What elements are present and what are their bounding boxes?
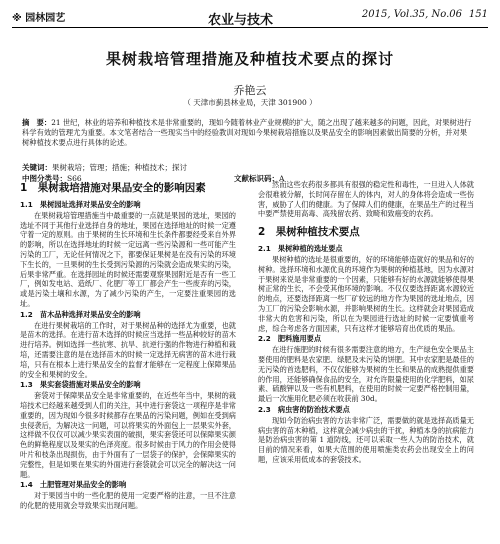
doc-label: 文献标识码： <box>234 173 279 183</box>
paragraph: 在果树栽培管理措施当中最重要的一点就是果园的选址，果园的选址不同于其他行业选择自身的地址，果园在选择地址的时候一定遵守着一定的原则。由于果树的生长环境和生长条件都要经受来自外界的影响，所以在选择地址的时候一定远离一些污染源和一些可能产生污染的工厂，无论任何情况之下，都要保证果树是在没有污染的环境下生长的，一旦果树的生长受到污染源的污染就会造成果实的污染，后果非常严重。在选择园址的时候还需要观察果园附近是否有一些工厂，例如发电站、造纸厂、化肥厂等工厂都会产生一些废弃的污染，或是污染土壤和水源，为了减少污染的产生，一定要注重果园的选址。 <box>20 210 236 308</box>
right-column <box>258 180 474 465</box>
subsection-heading: 1.1 果树园址选择对果品安全的影响 <box>20 200 141 209</box>
subsection-heading: 2.1 果树种植的选址要点 <box>258 244 343 254</box>
paragraph: 在进行果树栽培的工作时，对于果树品种的选择尤为重要，也就是苗木的选择。在进行苗木选择的时候应当选择一些品种较好的苗木进行培养。例如选择一些抗寒、抗旱、抗逆行强的作物进行种植和栽培，还需要注意的是在选择苗木的时候一定选择无病害的苗木进行栽培，只有在根本上进行果品安全的监督才能够在一定程度上保障果品的安全和果树的安全。 <box>20 320 236 379</box>
running-header <box>12 9 488 28</box>
keywords: 果树栽培；管理；措施；种植技术；探讨 <box>52 163 187 172</box>
page-number: 151 <box>468 9 488 20</box>
subsection-heading: 1.3 果实套袋措施对果品安全的影响 <box>20 380 141 390</box>
paragraph: 在进行施肥的时候有很多需要注意的地方，生产绿色安全果品主要使用的肥料是农家肥、绿肥及未污染的饼肥。其中农家肥是最佳的无污染的首选肥料，不仅仅能够为果树的生长和果品的成熟提供重要的作用，还能够确保食品的安全，对允许限量使用的化学肥料，如尿素、硫酸钾以及一些有机肥料，在使用的时候一定要严格控制用量，最后一次施用化肥必须在收获前 30d。 <box>258 345 474 404</box>
left-column <box>20 180 236 511</box>
paragraph: 现如今防治病虫害的方法非常广泛，需要做的就是选择高质量无病虫害的苗木种植，这样就会减少病虫的干扰，种植本身的抗病能力是防治病虫害的第 1 道防线，还可以采取一些人为的防治技术，就目前的情况来看，如果大范围的使用喷施类农药会出现安全上的问题，应该采用低成本的套袋技术。 <box>258 415 474 464</box>
keywords-line <box>22 163 472 174</box>
doc-code: A <box>279 173 285 183</box>
abstract-text: 21 世纪，林业的培养和种植技术是非常重要的，现如今随着林业产业规模的扩大，随之出现了越来越多的问题，因此，对果树进行科学有效的管理尤为重要。本文笔者结合一些现实当中的经验教训对现如今果树栽培措施以及果品安全的影响因素做出简要的分析，并对果树种植技术要点进行具体的论述。 <box>22 118 472 148</box>
subsection-heading: 1.2 苗木品种选择对果品安全的影响 <box>20 309 141 319</box>
subsection-heading: 2.3 病虫害的防治技术要点 <box>258 404 350 414</box>
clc-label: 中图分类号： <box>22 173 67 183</box>
issue-info: 2015, Vol.35, No.06 <box>361 9 462 20</box>
author: 乔艳云 <box>233 84 267 97</box>
subsection-heading: 1.4 土肥管理对果品安全的影响 <box>20 480 127 490</box>
column-label: ※ 园林园艺 <box>12 13 66 24</box>
paragraph: 然而这些农药很多都具有很强的稳定性和毒性，一旦进入人体就会很难被分解，长时间存留在人的体内，对人的身体将会造成一些伤害，威胁了人们的健康。为了保障人们的健康，在果品生产的过程当中要严禁使用高毒、高残留农药、致畸和致癌变的农药。 <box>258 180 474 219</box>
header-rule <box>12 27 488 28</box>
abstract-label: 摘 要： <box>22 118 52 127</box>
abstract <box>22 118 472 149</box>
subsection-heading: 2.2 肥料施用要点 <box>258 334 322 344</box>
section-heading: 2 果树种植技术要点 <box>258 226 360 239</box>
section-heading: 1 果树栽培措施对果品安全的影响因素 <box>20 182 206 194</box>
journal-name: 农业与技术 <box>208 13 274 28</box>
paragraph: 果树种植的选址是很重要的，好的环境能够造就好的果品和好的树种。选择环境和水源优良的环境作为果树的种植基地，因为水源对于果树来说是非常重要的一个因素，只能够有好的水源就能够使得果树正常的生长，不会受其他环境的影响。不仅仅要选择距离水源较近的地点，还要选择距离一些厂矿较远的地方作为果园的选址地点，因为工厂的污染会影响水源，并影响果树的生长。这样就会对果园造成非常大的危害和污染，所以在为果园进行选址的时候一定要慎重考虑，综合考虑各方面因素，只有这样才能够培育出优质的果品。 <box>258 254 474 333</box>
article-title: 果树栽培管理措施及种植技术要点的探讨 <box>105 50 394 68</box>
paragraph: 对于果园当中的一些化肥的使用一定要严格的注意，一旦不注意的化肥的使用就会导致果实出现问题。 <box>20 491 236 510</box>
clc-code: S66 <box>67 173 82 183</box>
affiliation: （ 天津市蓟县林业局，天津 301900 ） <box>183 98 317 107</box>
keywords-label: 关键词： <box>22 163 52 172</box>
paragraph: 套袋对于保障果品安全是非常重要的，在近些年当中，果树的栽培技术已经越来越受到人们的关注，其中进行套袋这一项程序是非常重要的，因为现如今很多时候都存在果品的污染问题，例如在受到病虫侵袭后，为解决这一问题，可以将果实的外面包上一层果实外套，这样做不仅仅可以减少果实表面的破损，果实套袋还可以保障果实颜色的鲜艳程度以及果实的色泽亮度。很多时候由于风力的作用会使得叶片和枝条出现损伤，由于外面有了一层袋子的保护，会保障果实的完整性，但是如果在果实的外面进行套袋就会可以完全的解决这一问题。 <box>20 391 236 479</box>
